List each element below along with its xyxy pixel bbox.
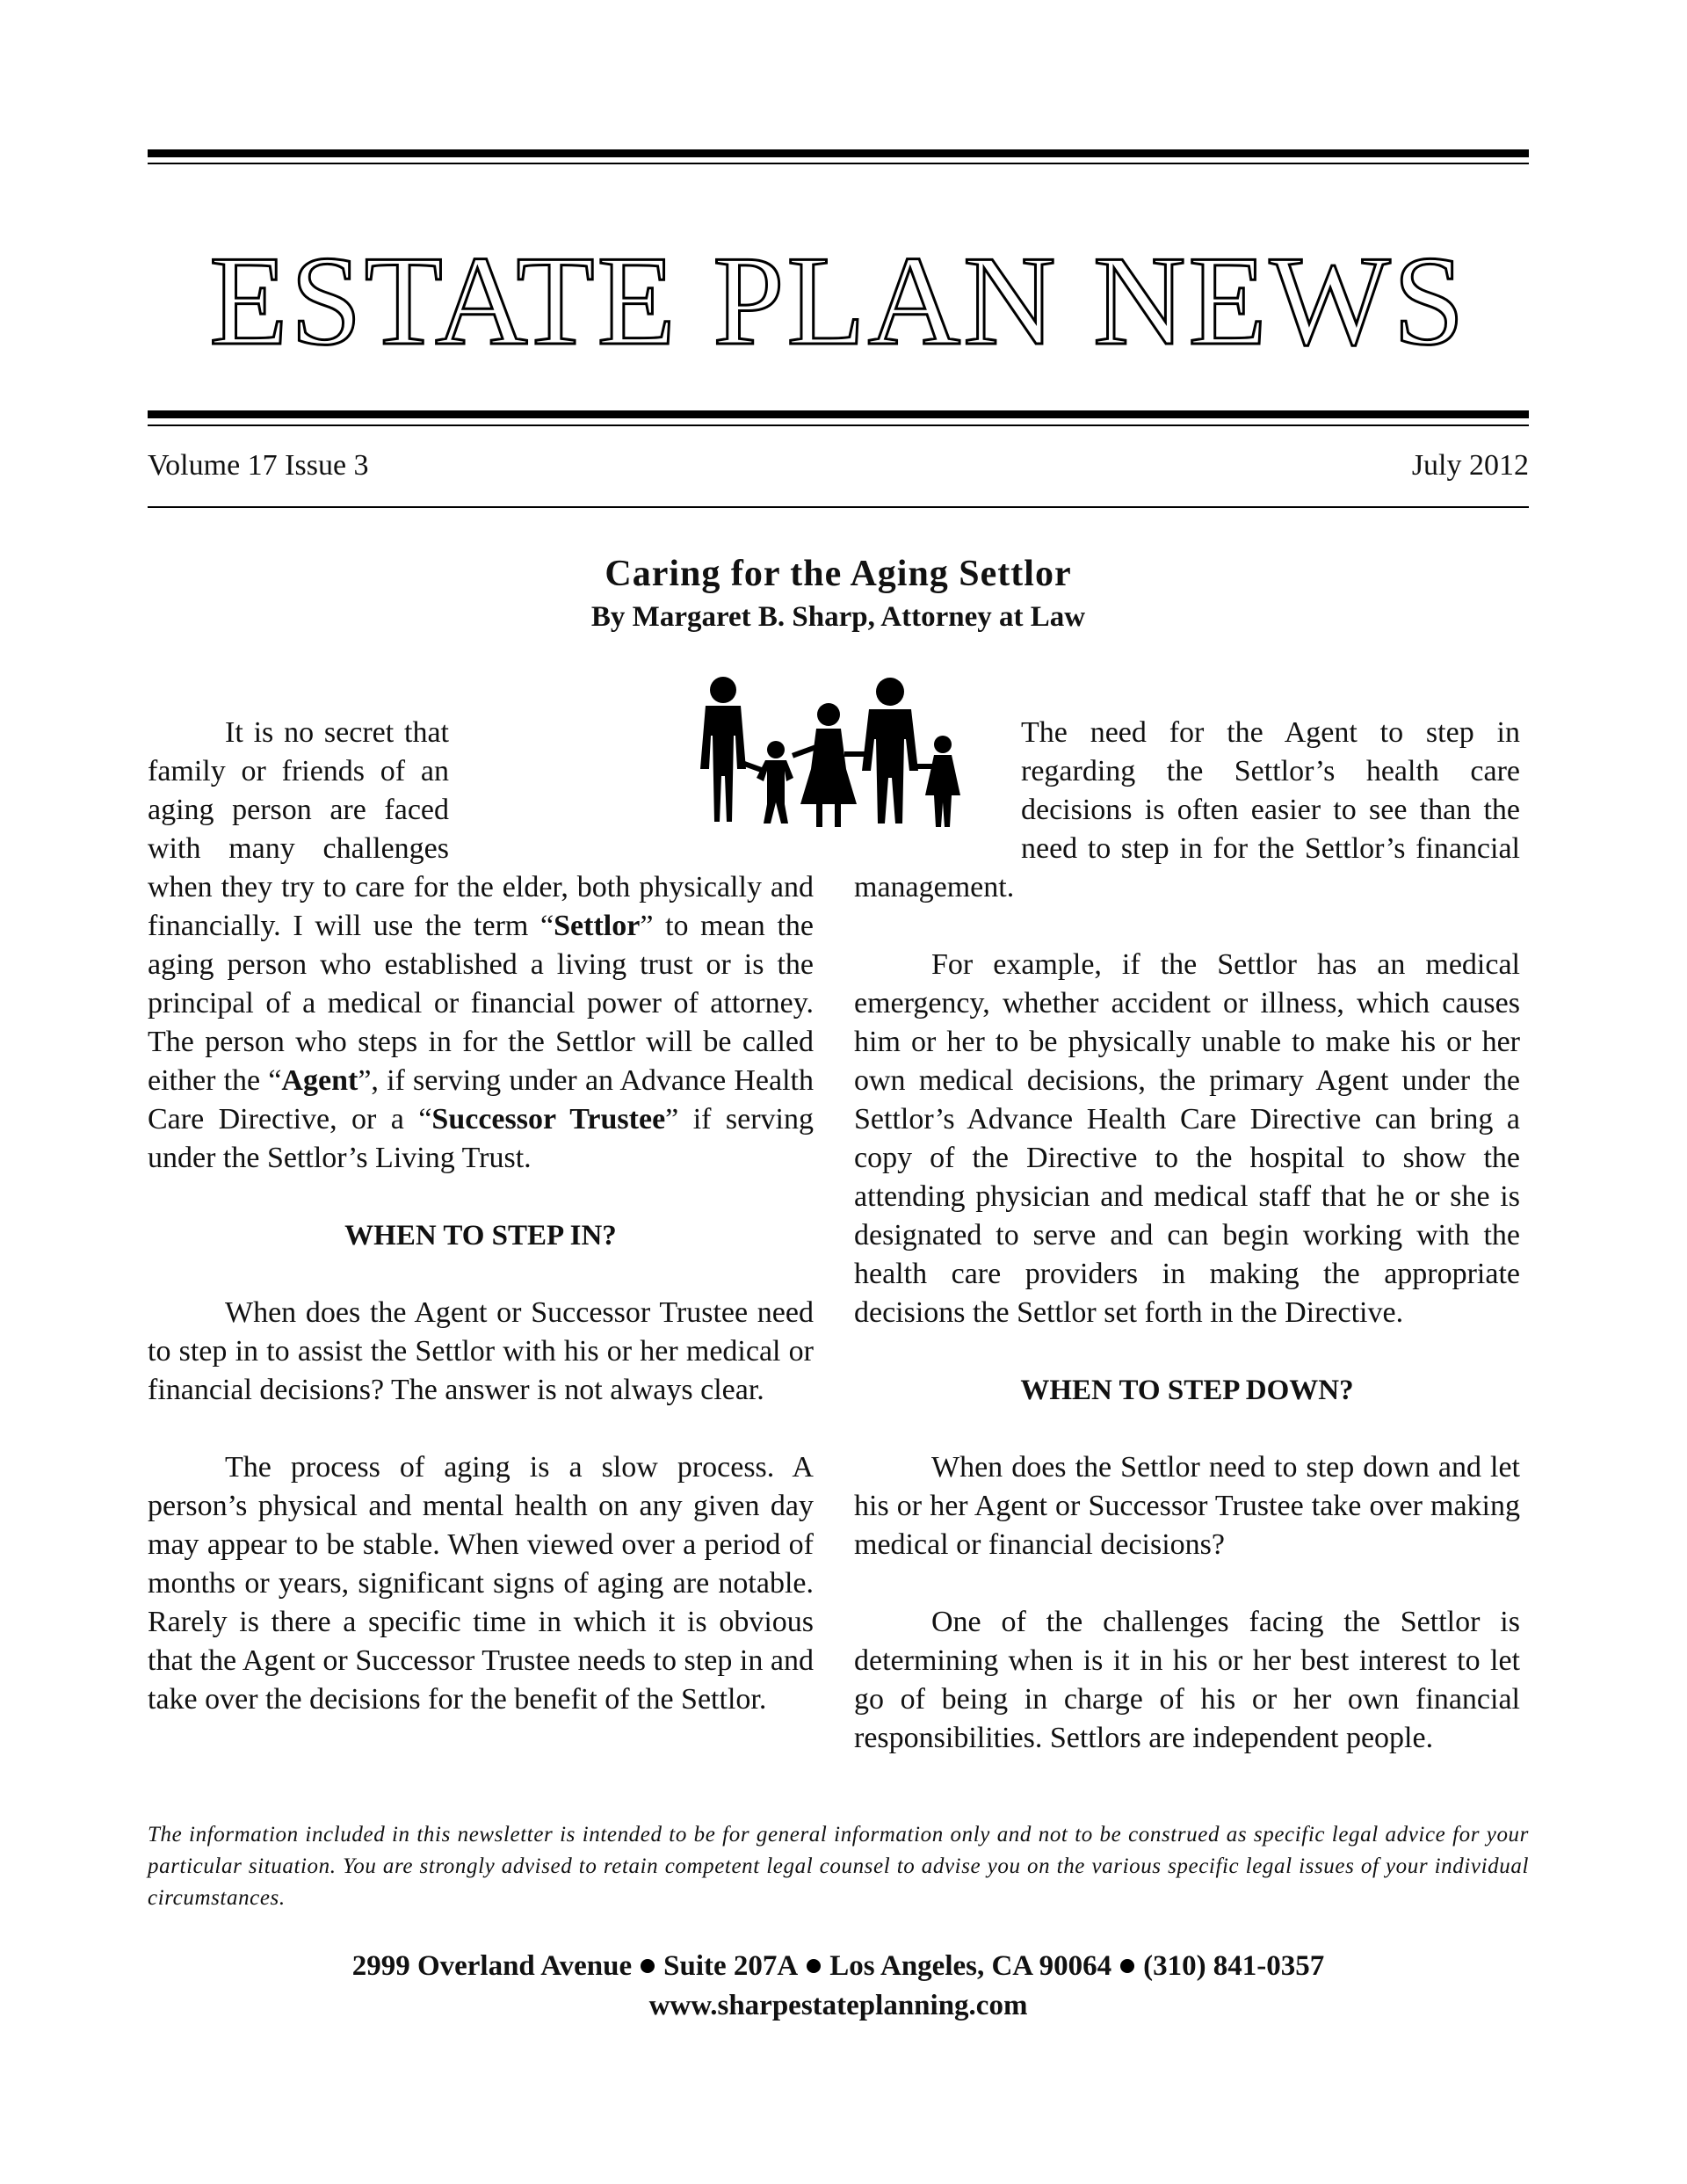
family-silhouette-image xyxy=(681,672,997,848)
issue-volume: Volume 17 Issue 3 xyxy=(148,449,369,482)
top-rule-thick xyxy=(148,149,1529,157)
bullet-dot xyxy=(807,1959,821,1973)
legal-disclaimer: The information included in this newsletter is intended to be for general information only and not to be construed as specific legal advice for your particular situation. You are strongly advised to retain competent legal counsel to advise you on the various specific legal issues of your individual circumstances. xyxy=(148,1823,1529,1910)
footer-street: 2999 Overland Avenue xyxy=(351,1950,633,1982)
section-heading-step-down: WHEN TO STEP DOWN? xyxy=(1020,1375,1354,1406)
footer-website-link[interactable]: www.sharpestateplanning.com xyxy=(648,1990,1028,2021)
bullet-dot xyxy=(641,1959,655,1973)
bullet-dot xyxy=(1120,1959,1134,1973)
right-paragraph-4: One of the challenges facing the Settlor is determining when is it in his or her best interest to let go of being in charge of his or her own financial responsibilities. Settlors are independent people. xyxy=(854,1606,1520,1754)
right-paragraph-3: When does the Settlor need to step down and let his or her Agent or Successor Trustee take over making medical or financial decisions? xyxy=(854,1451,1520,1561)
right-paragraph-1: The need for the Agent to step in regarding the Settlor’s health care decisions is often easier to see than the need to step in for the Settlor’s financial management. xyxy=(854,716,1520,903)
left-paragraph-1: It is no secret that family or friends of an aging person are faced with many challenges when they try to care for the elder, both physically and financially. I will use the term “Settlor” to mean the aging person who established a living trust or is the principal of a medical or financial power of attorney. The person who steps in for the Settlor will be called either the “Agent”, if serving under an Advance Health Care Directive, or a “Successor Trustee” if serving under the Settlor’s Living Trust. xyxy=(148,716,814,1174)
footer-address xyxy=(148,1948,1529,1984)
masthead-rule-thick xyxy=(148,410,1529,418)
top-rule-thin xyxy=(148,163,1529,164)
left-column xyxy=(148,714,814,1719)
left-paragraph-2: When does the Agent or Successor Trustee need to step in to assist the Settlor with his or her medical or financial decisions? The answer is not always clear. xyxy=(148,1296,814,1406)
article-byline: By Margaret B. Sharp, Attorney at Law xyxy=(590,601,1086,633)
right-paragraph-2: For example, if the Settlor has an medical emergency, whether accident or illness, which causes him or her to be physically unable to make his or her own medical decisions, the primary Agent under the Settlor’s Advance Health Care Directive can bring a copy of the Directive to the hospital to show the attending physician and medical staff that he or she is designated to serve and can begin working with the health care providers in making the appropriate decisions the Settlor set forth in the Directive. xyxy=(854,948,1520,1329)
footer-suite: Suite 207A xyxy=(663,1950,799,1982)
issue-rule xyxy=(148,506,1529,508)
left-paragraph-3: The process of aging is a slow process. A person’s physical and mental health on any given day may appear to be stable. When viewed over a period of months or years, significant signs of aging are notable. Rarely is there a specific time in which it is obvious that the Agent or Successor Trustee needs to step in and take over the decisions for the benefit of the Settlor. xyxy=(148,1451,814,1716)
footer-phone: (310) 841-0357 xyxy=(1143,1950,1325,1982)
issue-date: July 2012 xyxy=(1411,449,1529,482)
right-column xyxy=(854,714,1520,1758)
masthead-rule-thin xyxy=(148,424,1529,426)
article-title: Caring for the Aging Settlor xyxy=(605,554,1072,594)
masthead-title: ESTATE PLAN NEWS xyxy=(209,229,1467,372)
section-heading-step-in: WHEN TO STEP IN? xyxy=(344,1220,617,1252)
footer-city: Los Angeles, CA 90064 xyxy=(829,1950,1112,1982)
